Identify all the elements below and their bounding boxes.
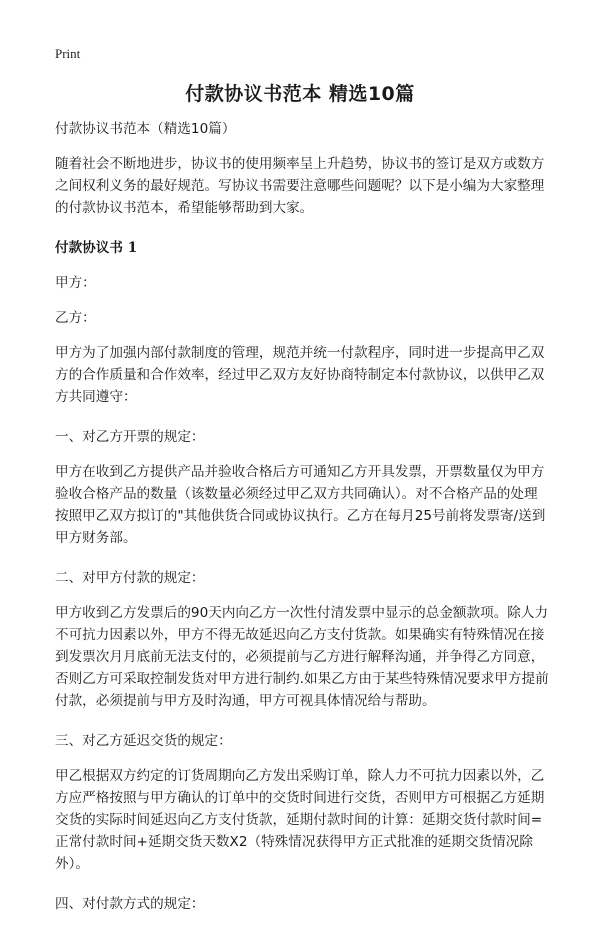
clause-2-title: 二、对甲方付款的规定：: [55, 570, 205, 586]
clause-1-title: 一、对乙方开票的规定：: [55, 429, 205, 445]
clause-4-title: 四、对付款方式的规定：: [55, 896, 205, 912]
party-a-line: 甲方：: [55, 275, 96, 291]
section-heading: 付款协议书 1: [55, 240, 138, 256]
intro-paragraph: 随着社会不断地进步，协议书的使用频率呈上升趋势，协议书的签订是双方或数方之间权利义务的最好规范。写协议书需要注意哪些问题呢？以下是小编为大家整理的付款协议书范本，希望能够帮助到大家。: [55, 156, 545, 216]
document-body: [55, 118, 550, 928]
clause-3-body: 甲乙根据双方约定的订货周期向乙方发出采购订单，除人力不可抗力因素以外，乙方应严格按照与甲方确认的订单中的交货时间进行交货，否则甲方可根据乙方延期交货的实际时间延迟向乙方支付货款，延期付款时间的计算：延期交货付款时间=正常付款时间+延期交货天数X2（特殊情况获得甲方正式批准的延期交货情况除外）。: [55, 768, 545, 872]
purpose-paragraph: 甲方为了加强内部付款制度的管理，规范并统一付款程序，同时进一步提高甲乙双方的合作质量和合作效率，经过甲乙双方友好协商特制定本付款协议，以供甲乙双方共同遵守：: [55, 345, 545, 405]
clause-3-title: 三、对乙方延迟交货的规定：: [55, 733, 232, 749]
document-subtitle: 付款协议书范本（精选10篇）: [55, 121, 236, 137]
clause-2-body: 甲方收到乙方发票后的90天内向乙方一次性付清发票中显示的总金额款项。除人力不可抗力因素以外，甲方不得无故延迟向乙方支付货款。如果确实有特殊情况在接到发票次月月底前无法支付的，必须提前与乙方进行解释沟通，并争得乙方同意，否则乙方可采取控制发货对甲方进行制约.如果乙方由于某些特殊情况要求甲方提前付款，必须提前与甲方及时沟通，甲方可视具体情况给与帮助。: [55, 605, 549, 709]
page-title: 付款协议书范本 精选10篇: [185, 83, 415, 105]
clause-1-body: 甲方在收到乙方提供产品并验收合格后方可通知乙方开具发票，开票数量仅为甲方验收合格产品的数量（该数量必须经过甲乙双方共同确认）。对不合格产品的处理按照甲乙双方拟订的"其他供货合同或协议执行。乙方在每月25号前将发票寄/送到甲方财务部。: [55, 464, 546, 546]
party-b-line: 乙方：: [55, 310, 96, 326]
print-link[interactable]: Print: [55, 46, 81, 61]
